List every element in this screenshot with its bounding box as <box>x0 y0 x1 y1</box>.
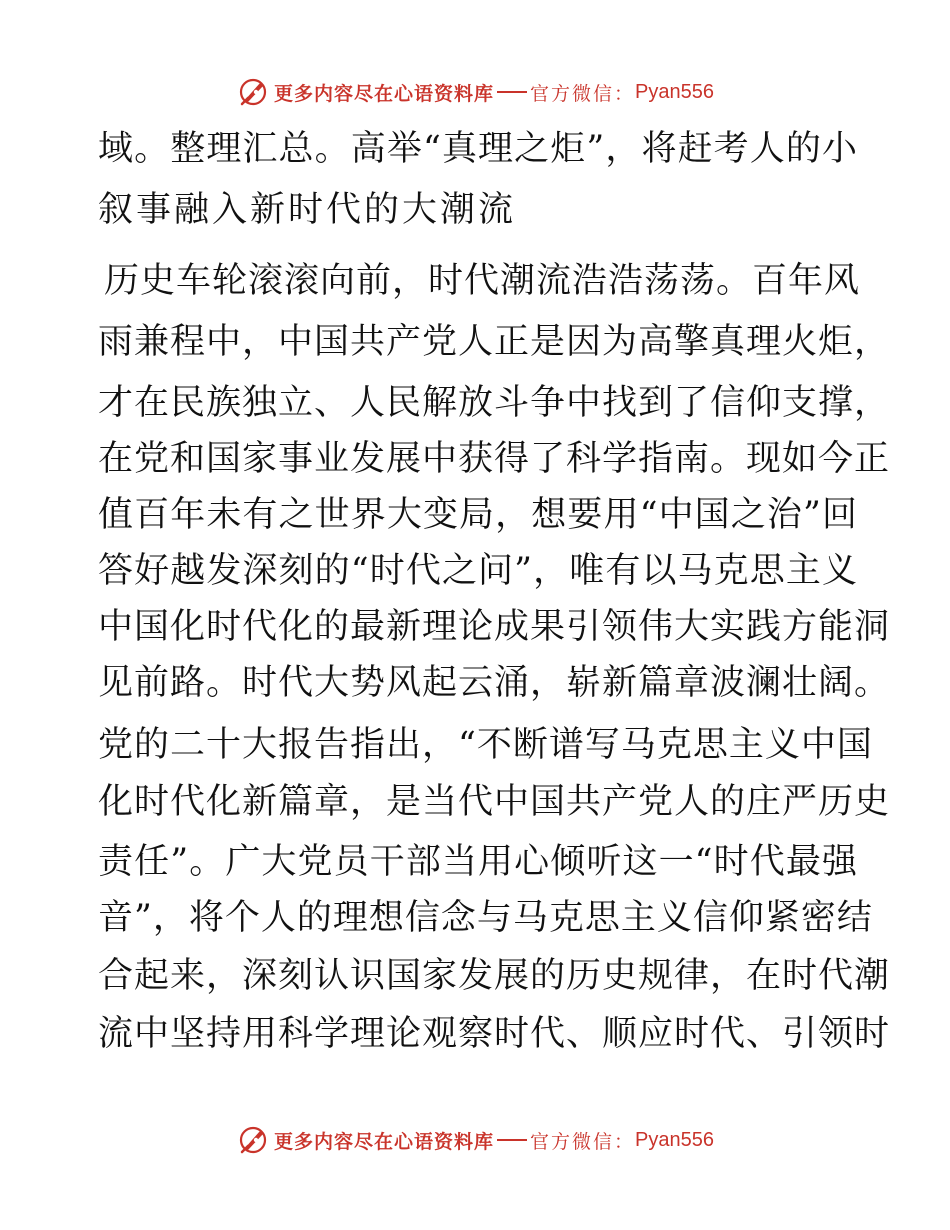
banner-dash <box>497 1139 527 1141</box>
paragraph-line: 值百年未有之世界大变局，想要用“中国之治”回 <box>98 495 858 535</box>
paragraph-line: 党的二十大报告指出，“不断谱写马克思主义中国 <box>98 725 873 765</box>
paragraph-line: 中国化时代化的最新理论成果引领伟大实践方能洞 <box>98 607 891 647</box>
banner-wechat-label: 官方微信： <box>530 82 636 105</box>
banner-promo-text: 更多内容尽在心语资料库 <box>274 1130 495 1153</box>
paragraph-line: 音”，将个人的理想信念与马克思主义信仰紧密结 <box>98 898 873 938</box>
paragraph-line: 见前路。时代大势风起云涌，崭新篇章波澜壮阔。 <box>98 663 891 703</box>
header-watermark-banner <box>0 72 950 112</box>
paragraph-line: 责任”。广大党员干部当用心倾听这一“时代最强 <box>98 842 858 882</box>
heading-line: 域。整理汇总。高举“真理之炬”，将赶考人的小 <box>98 129 858 169</box>
paragraph-line: 才在民族独立、人民解放斗争中找到了信仰支撑， <box>98 383 891 423</box>
banner-promo-text: 更多内容尽在心语资料库 <box>274 82 495 105</box>
quill-logo-icon <box>236 1123 270 1157</box>
banner-wechat-id: Pyan556 <box>635 80 714 103</box>
heading-line: 叙事融入新时代的大潮流 <box>98 190 517 230</box>
paragraph-line: 合起来，深刻认识国家发展的历史规律，在时代潮 <box>98 956 891 996</box>
paragraph-line: 在党和国家事业发展中获得了科学指南。现如今正 <box>98 439 891 479</box>
paragraph-line: 答好越发深刻的“时代之问”，唯有以马克思主义 <box>98 551 858 591</box>
paragraph-line: 流中坚持用科学理论观察时代、顺应时代、引领时 <box>98 1014 891 1054</box>
paragraph-line: 历史车轮滚滚向前，时代潮流浩浩荡荡。百年风 <box>104 261 861 301</box>
banner-dash <box>497 91 527 93</box>
footer-watermark-banner <box>0 1120 950 1160</box>
paragraph-line: 化时代化新篇章，是当代中国共产党人的庄严历史 <box>98 782 891 822</box>
banner-wechat-id: Pyan556 <box>635 1128 714 1151</box>
paragraph-line: 雨兼程中，中国共产党人正是因为高擎真理火炬， <box>98 322 891 362</box>
banner-wechat-label: 官方微信： <box>530 1130 636 1153</box>
quill-logo-icon <box>236 75 270 109</box>
